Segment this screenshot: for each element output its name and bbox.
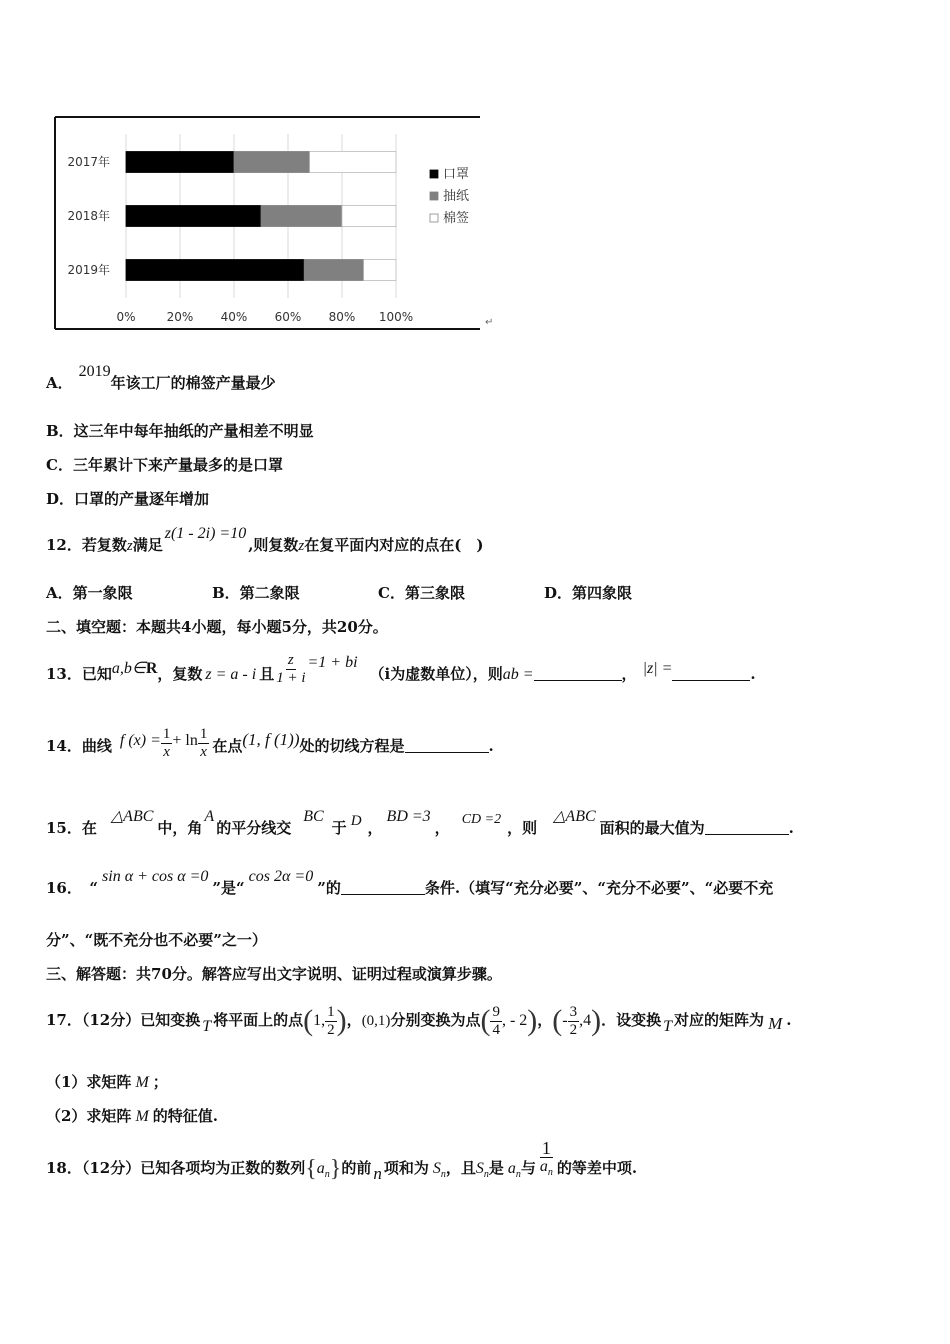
- question-14: 14．曲线 f (x) = $\frac{1}{x}$ + ln $\frac{1}{x}$ 在点(1, f (1))处的切线方程是 .: [46, 725, 494, 760]
- category-label: 2019年: [67, 263, 110, 277]
- question-17: 17．（12分）已知变换 T 将平面上的点(1, $\frac{1}{2}$ )，(0,1)分别变换为点( $\frac{9}{4}$ , - 2)，(- $\frac{3}{2}$ ,4)．设变换 T 对应的矩阵为 M .: [46, 1003, 792, 1038]
- section-3-heading: 三、解答题：共70分。解答应写出文字说明、证明过程或演算步骤。: [46, 965, 502, 983]
- bar-segment: [126, 206, 261, 227]
- question-16-line-2: 分”、“既不充分也不必要”之一）: [46, 931, 267, 949]
- question-13: 13．已知a,b∈R，复数 z = a - i 且 $\frac{z}{1 + i}$ =1 + bi（i为虚数单位），则ab = ， |z| = .: [46, 651, 756, 686]
- q12-options: A．第一象限 B．第二象限 C．第三象限 D．第四象限: [46, 584, 633, 602]
- bar-segment: [364, 260, 396, 281]
- x-tick-label: 100%: [378, 310, 414, 324]
- fraction-1-over-2: $\frac{1}{2}$: [327, 1003, 335, 1038]
- option-b: B．这三年中每年抽纸的产量相差不明显: [46, 422, 314, 440]
- question-15: 15．在△ABC中，角A的平分线交BC于 D ，BD =3， CD =2 ，则△ABC面积的最大值为 .: [46, 808, 794, 837]
- legend-label: 棉签: [443, 211, 470, 226]
- question-16: 16． “sin α + cos α =0”是“cos 2α =0”的 条件.（填写“充分必要”、“充分不必要”、“必要不充: [46, 868, 774, 897]
- legend-swatch: [430, 214, 438, 222]
- category-label: 2017年: [67, 155, 110, 169]
- stacked-bar-chart: [54, 116, 494, 334]
- answer-blank-absz[interactable]: [672, 666, 750, 681]
- legend-label: 口罩: [443, 167, 470, 182]
- legend-swatch: [430, 192, 438, 200]
- bar-segment: [126, 152, 234, 173]
- question-17-part-2: （2）求矩阵 M 的特征值.: [46, 1107, 219, 1125]
- fraction-1-over-an: $\frac{1}{a_n}$: [539, 1138, 553, 1179]
- section-2-heading: 二、填空题：本题共4小题，每小题5分，共20分。: [46, 618, 388, 636]
- option-c: C．三年累计下来产量最多的是口罩: [46, 456, 283, 474]
- fraction-9-over-4: $\frac{9}{4}$: [492, 1003, 500, 1038]
- option-a: A．2019年该工厂的棉签产量最少: [46, 363, 276, 392]
- x-tick-label: 60%: [274, 310, 302, 324]
- question-18: 18．（12分）已知各项均为正数的数列$\{a_n\}$的前 n 项和为 $S_n$，且$S_n$是 $a_n$与 $\frac{1}{a_n}$ 的等差中项.: [46, 1138, 638, 1183]
- bar-segment: [342, 206, 396, 227]
- x-tick-label: 20%: [166, 310, 194, 324]
- bar-segment: [304, 260, 363, 281]
- bar-segment: [234, 152, 310, 173]
- category-label: 2018年: [67, 209, 110, 223]
- answer-blank-ab[interactable]: [534, 666, 622, 681]
- fraction-3-over-2: $\frac{3}{2}$: [569, 1003, 578, 1038]
- answer-blank-area[interactable]: [705, 820, 789, 835]
- bar-segment: [261, 206, 342, 227]
- fraction-1-over-x: $\frac{1}{x}$: [162, 725, 171, 760]
- legend-swatch: [430, 170, 438, 178]
- question-17-part-1: （1）求矩阵 M ；: [46, 1073, 168, 1091]
- fraction-1-over-x-ln: $\frac{1}{x}$: [199, 725, 208, 760]
- fraction-z-over-1plusi: $\frac{z}{1 + i}$: [276, 651, 306, 686]
- bar-segment: [310, 152, 396, 173]
- question-12: 12．若复数z满足z(1 - 2i) =10,则复数z在复平面内对应的点在( ): [46, 525, 484, 554]
- answer-blank-tangent[interactable]: [405, 738, 489, 753]
- bar-segment: [126, 260, 304, 281]
- legend-label: 抽纸: [443, 189, 470, 204]
- answer-blank-condition[interactable]: [341, 880, 425, 895]
- x-tick-label: 80%: [328, 310, 356, 324]
- x-tick-label: 0%: [116, 310, 136, 324]
- x-tick-label: 40%: [220, 310, 248, 324]
- option-d: D．口罩的产量逐年增加: [46, 490, 210, 508]
